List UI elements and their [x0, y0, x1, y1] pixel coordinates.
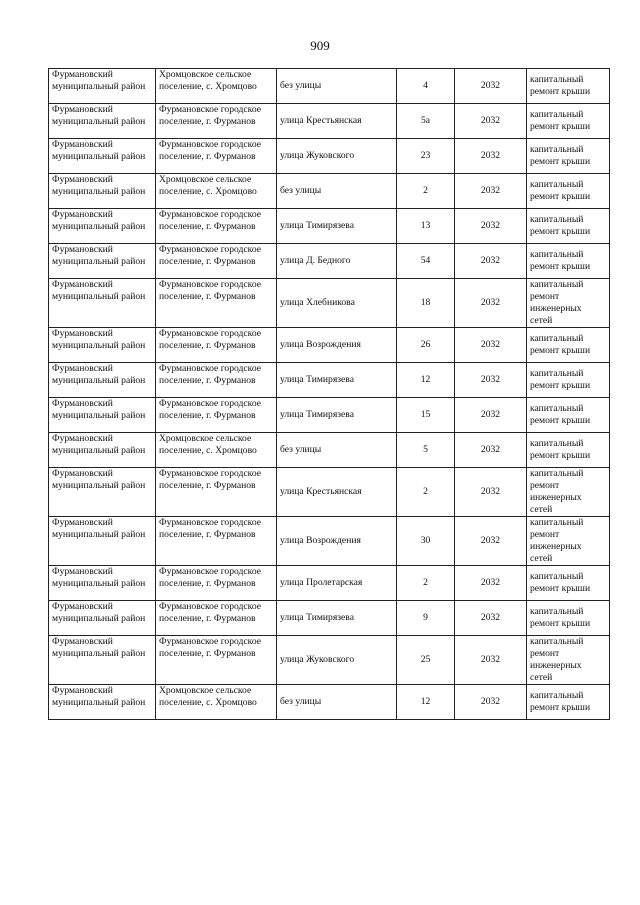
work-type-cell: капитальный ремонт крыши	[527, 209, 610, 244]
house-number-cell: 4	[397, 69, 455, 104]
settlement-cell: Фурмановское городское поселение, г. Фурманов	[156, 468, 277, 517]
settlement-cell: Фурмановское городское поселение, г. Фурманов	[156, 209, 277, 244]
house-number-cell: 54	[397, 244, 455, 279]
table-row	[49, 244, 610, 279]
year-cell: 2032	[455, 601, 527, 636]
house-number-cell: 12	[397, 363, 455, 398]
year-cell: 2032	[455, 244, 527, 279]
house-number-cell: 25	[397, 636, 455, 685]
house-number-cell: 15	[397, 398, 455, 433]
year-cell: 2032	[455, 174, 527, 209]
district-cell: Фурмановский муниципальный район	[49, 209, 156, 244]
table-row	[49, 566, 610, 601]
house-number-cell: 9	[397, 601, 455, 636]
table-row	[49, 104, 610, 139]
district-cell: Фурмановский муниципальный район	[49, 468, 156, 517]
district-cell: Фурмановский муниципальный район	[49, 566, 156, 601]
street-cell: без улицы	[277, 69, 397, 104]
table-row	[49, 363, 610, 398]
house-number-cell: 2	[397, 468, 455, 517]
district-cell: Фурмановский муниципальный район	[49, 174, 156, 209]
page-number: 909	[310, 38, 330, 53]
settlement-cell: Фурмановское городское поселение, г. Фурманов	[156, 566, 277, 601]
year-cell: 2032	[455, 685, 527, 720]
settlement-cell: Фурмановское городское поселение, г. Фурманов	[156, 139, 277, 174]
work-type-cell: капитальный ремонт крыши	[527, 174, 610, 209]
table-row	[49, 636, 610, 685]
work-type-cell: капитальный ремонт крыши	[527, 328, 610, 363]
table-row	[49, 685, 610, 720]
year-cell: 2032	[455, 363, 527, 398]
district-cell: Фурмановский муниципальный район	[49, 433, 156, 468]
settlement-cell: Хромцовское сельское поселение, с. Хромцово	[156, 69, 277, 104]
district-cell: Фурмановский муниципальный район	[49, 279, 156, 328]
district-cell: Фурмановский муниципальный район	[49, 69, 156, 104]
table-row	[49, 139, 610, 174]
year-cell: 2032	[455, 636, 527, 685]
work-type-cell: капитальный ремонт крыши	[527, 398, 610, 433]
street-cell: улица Д. Бедного	[277, 244, 397, 279]
street-cell: без улицы	[277, 174, 397, 209]
table-row	[49, 174, 610, 209]
house-number-cell: 2	[397, 566, 455, 601]
house-number-cell: 13	[397, 209, 455, 244]
house-number-cell: 12	[397, 685, 455, 720]
street-cell: без улицы	[277, 433, 397, 468]
district-cell: Фурмановский муниципальный район	[49, 363, 156, 398]
street-cell: улица Жуковского	[277, 139, 397, 174]
repair-schedule-table	[48, 68, 610, 720]
settlement-cell: Фурмановское городское поселение, г. Фурманов	[156, 636, 277, 685]
work-type-cell: капитальный ремонт крыши	[527, 566, 610, 601]
year-cell: 2032	[455, 566, 527, 601]
house-number-cell: 18	[397, 279, 455, 328]
settlement-cell: Фурмановское городское поселение, г. Фурманов	[156, 244, 277, 279]
year-cell: 2032	[455, 104, 527, 139]
year-cell: 2032	[455, 517, 527, 566]
work-type-cell: капитальный ремонт инженерных сетей	[527, 468, 610, 517]
work-type-cell: капитальный ремонт крыши	[527, 433, 610, 468]
year-cell: 2032	[455, 468, 527, 517]
year-cell: 2032	[455, 139, 527, 174]
year-cell: 2032	[455, 279, 527, 328]
street-cell: улица Тимирязева	[277, 363, 397, 398]
street-cell: улица Тимирязева	[277, 601, 397, 636]
house-number-cell: 26	[397, 328, 455, 363]
table-row	[49, 328, 610, 363]
district-cell: Фурмановский муниципальный район	[49, 398, 156, 433]
street-cell: улица Крестьянская	[277, 468, 397, 517]
street-cell: улица Жуковского	[277, 636, 397, 685]
district-cell: Фурмановский муниципальный район	[49, 517, 156, 566]
district-cell: Фурмановский муниципальный район	[49, 104, 156, 139]
year-cell: 2032	[455, 209, 527, 244]
work-type-cell: капитальный ремонт крыши	[527, 363, 610, 398]
street-cell: улица Тимирязева	[277, 209, 397, 244]
work-type-cell: капитальный ремонт крыши	[527, 69, 610, 104]
settlement-cell: Фурмановское городское поселение, г. Фурманов	[156, 279, 277, 328]
district-cell: Фурмановский муниципальный район	[49, 685, 156, 720]
year-cell: 2032	[455, 433, 527, 468]
work-type-cell: капитальный ремонт инженерных сетей	[527, 636, 610, 685]
work-type-cell: капитальный ремонт крыши	[527, 139, 610, 174]
street-cell: улица Возрождения	[277, 517, 397, 566]
house-number-cell: 30	[397, 517, 455, 566]
work-type-cell: капитальный ремонт крыши	[527, 104, 610, 139]
table-row	[49, 468, 610, 517]
settlement-cell: Фурмановское городское поселение, г. Фурманов	[156, 601, 277, 636]
district-cell: Фурмановский муниципальный район	[49, 636, 156, 685]
settlement-cell: Фурмановское городское поселение, г. Фурманов	[156, 398, 277, 433]
settlement-cell: Фурмановское городское поселение, г. Фурманов	[156, 328, 277, 363]
house-number-cell: 5	[397, 433, 455, 468]
street-cell: улица Пролетарская	[277, 566, 397, 601]
year-cell: 2032	[455, 328, 527, 363]
district-cell: Фурмановский муниципальный район	[49, 139, 156, 174]
street-cell: улица Возрождения	[277, 328, 397, 363]
year-cell: 2032	[455, 398, 527, 433]
street-cell: улица Крестьянская	[277, 104, 397, 139]
year-cell: 2032	[455, 69, 527, 104]
settlement-cell: Хромцовское сельское поселение, с. Хромцово	[156, 174, 277, 209]
settlement-cell: Хромцовское сельское поселение, с. Хромцово	[156, 685, 277, 720]
table-row	[49, 601, 610, 636]
work-type-cell: капитальный ремонт инженерных сетей	[527, 279, 610, 328]
work-type-cell: капитальный ремонт крыши	[527, 244, 610, 279]
table-row	[49, 279, 610, 328]
street-cell: улица Тимирязева	[277, 398, 397, 433]
table-row	[49, 433, 610, 468]
house-number-cell: 5а	[397, 104, 455, 139]
house-number-cell: 2	[397, 174, 455, 209]
table-row	[49, 69, 610, 104]
house-number-cell: 23	[397, 139, 455, 174]
table-row	[49, 517, 610, 566]
street-cell: без улицы	[277, 685, 397, 720]
settlement-cell: Фурмановское городское поселение, г. Фурманов	[156, 104, 277, 139]
settlement-cell: Фурмановское городское поселение, г. Фурманов	[156, 517, 277, 566]
table-row	[49, 209, 610, 244]
street-cell: улица Хлебникова	[277, 279, 397, 328]
table-row	[49, 398, 610, 433]
work-type-cell: капитальный ремонт инженерных сетей	[527, 517, 610, 566]
district-cell: Фурмановский муниципальный район	[49, 601, 156, 636]
settlement-cell: Хромцовское сельское поселение, с. Хромцово	[156, 433, 277, 468]
district-cell: Фурмановский муниципальный район	[49, 328, 156, 363]
work-type-cell: капитальный ремонт крыши	[527, 601, 610, 636]
settlement-cell: Фурмановское городское поселение, г. Фурманов	[156, 363, 277, 398]
work-type-cell: капитальный ремонт крыши	[527, 685, 610, 720]
district-cell: Фурмановский муниципальный район	[49, 244, 156, 279]
